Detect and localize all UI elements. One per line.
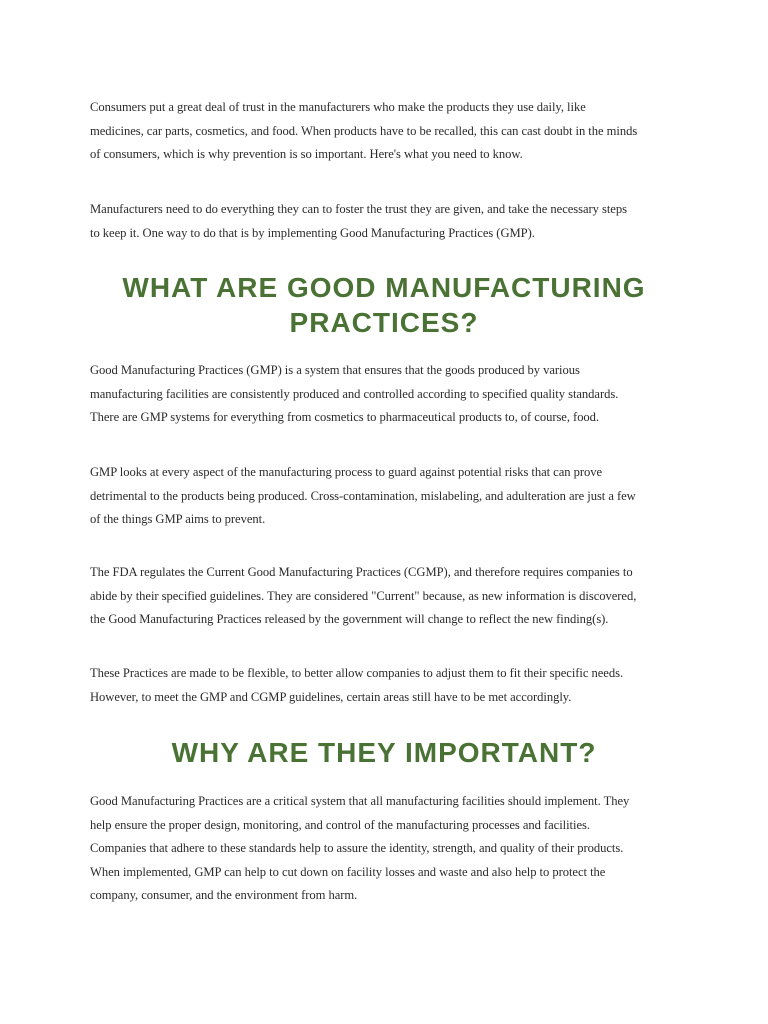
fda-cgmp-paragraph: The FDA regulates the Current Good Manufacturing Practices (CGMP), and therefore requires companies to abide by their specified guidelines. They are considered "Current" because, as new information is discovered, the Good Manufacturing Practices released by the government will change to reflect the new finding(s). bbox=[90, 565, 637, 626]
gmp-scope-paragraph: GMP looks at every aspect of the manufacturing process to guard against potential risks that can prove detrimental to the products being produced. Cross-contamination, mislabeling, and adulteration are just a few of the things GMP aims to prevent. bbox=[90, 465, 636, 526]
trust-paragraph: Manufacturers need to do everything they can to foster the trust they are given, and take the necessary steps to keep it. One way to do that is by implementing Good Manufacturing Practices (GMP). bbox=[90, 202, 627, 240]
intro-paragraph: Consumers put a great deal of trust in the manufacturers who make the products they use daily, like medicines, car parts, cosmetics, and food. When products have to be recalled, this can cast doubt in the minds of consumers, which is why prevention is so important. Here's what you need to know. bbox=[90, 100, 638, 161]
section-heading-what-are-gmp: WHAT ARE GOOD MANUFACTURING PRACTICES? bbox=[122, 272, 646, 338]
importance-paragraph: Good Manufacturing Practices are a critical system that all manufacturing facilities should implement. They help ensure the proper design, monitoring, and control of the manufacturing processes and facilities. Companies that adhere to these standards help to assure the identity, strength, and quality of their products. When implemented, GMP can help to cut down on facility losses and waste and also help to protect the company, consumer, and the environment from harm. bbox=[90, 794, 630, 902]
gmp-definition-paragraph: Good Manufacturing Practices (GMP) is a system that ensures that the goods produced by various manufacturing facilities are consistently produced and controlled according to specified quality standards. There are GMP systems for everything from cosmetics to pharmaceutical products to, of course, food. bbox=[90, 363, 619, 424]
section-heading-why-important: WHY ARE THEY IMPORTANT? bbox=[171, 737, 597, 768]
flexibility-paragraph: These Practices are made to be flexible, to better allow companies to adjust them to fit their specific needs. However, to meet the GMP and CGMP guidelines, certain areas still have to be met accordingly. bbox=[90, 666, 624, 704]
